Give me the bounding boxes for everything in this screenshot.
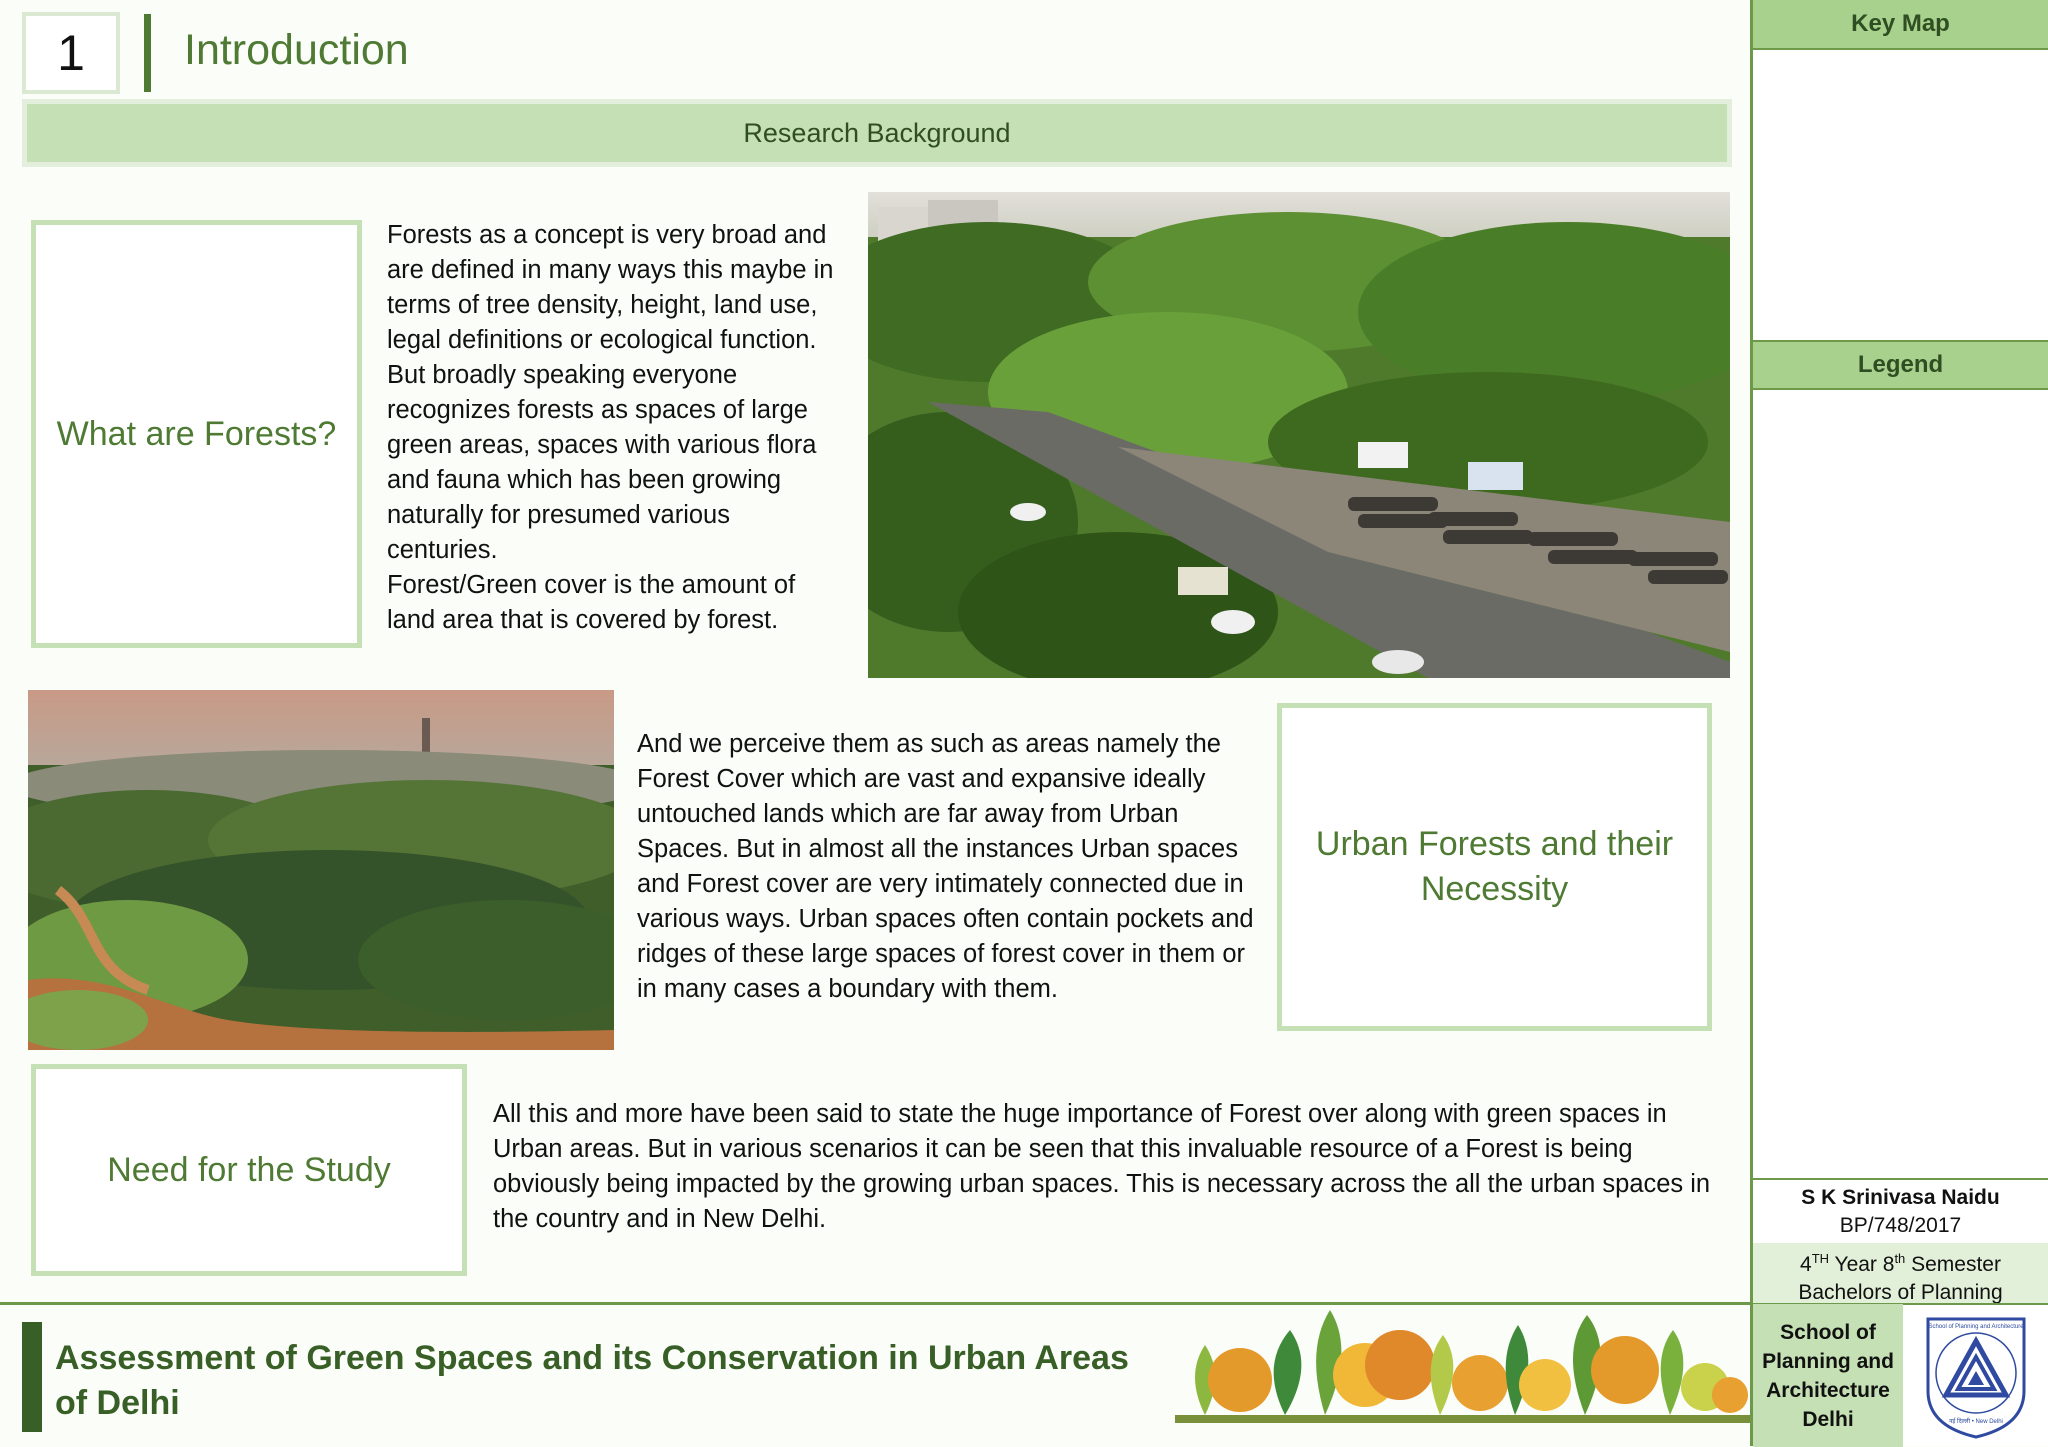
ridge-forest-image — [28, 690, 614, 1050]
info-panel — [1750, 0, 2048, 1446]
author-block — [1753, 1178, 2048, 1243]
degree: Bachelors of Planning — [1798, 1281, 2003, 1304]
urban-road-forest-image — [868, 192, 1730, 678]
seal-text: School of Planning and Architecture — [1927, 1323, 2024, 1330]
legend-header — [1753, 340, 2048, 390]
key-map-label: Key Map — [1851, 10, 1950, 37]
need-label-box — [31, 1064, 467, 1276]
forests-label-box — [31, 220, 362, 648]
seal-city: नई दिल्ली • New Delhi — [1948, 1418, 2003, 1425]
research-background-banner — [22, 99, 1732, 167]
year-semester: 4TH Year 8th Semester — [1800, 1251, 2001, 1276]
urban-forests-label-box — [1277, 703, 1712, 1031]
page-title: Introduction — [184, 26, 409, 74]
delhi-ridge-photo — [28, 690, 614, 1050]
tree-illustration — [1175, 1305, 1750, 1423]
forests-text: Forests as a concept is very broad and are defined in many ways this maybe in terms of tree density, height, land use, legal definitions or ecological function. But broadly speaking everyone recognizes forests as spaces of large green areas, spaces with various flora and fauna which has been growing naturally for presumed various centuries. Forest/Green cover is the amount of land area that is covered by forest. — [387, 221, 834, 634]
year-block — [1753, 1243, 2048, 1303]
section-number: 1 — [57, 25, 85, 81]
urban-forests-text: And we perceive them as such as areas namely the Forest Cover which are vast and expansive ideally untouched lands which are far away from Urban Spaces. But in almost all the instances Urban spaces and Forest cover are very intimately connected due in various ways. Urban spaces often contain pockets and ridges of these large spaces of forest cover in them or in many cases a boundary with them. — [637, 730, 1254, 1003]
banner-text: Research Background — [743, 117, 1011, 148]
need-label: Need for the Study — [107, 1150, 391, 1189]
section-number-box — [22, 12, 120, 94]
roll-number: BP/748/2017 — [1839, 1214, 1962, 1237]
school-name: School of Planning and Architecture Delhi — [1753, 1304, 1903, 1447]
spa-seal — [1903, 1304, 2048, 1447]
project-title: Assessment of Green Spaces and its Conservation in Urban Areas of Delhi — [55, 1339, 1129, 1422]
title-accent-bar — [144, 14, 151, 92]
trees-graphic — [1175, 1305, 1750, 1423]
author-name: S K Srinivasa Naidu — [1801, 1186, 2000, 1209]
spa-logo-icon — [1920, 1311, 2032, 1441]
key-map-header — [1753, 0, 2048, 50]
school-block — [1753, 1303, 2048, 1446]
need-text: All this and more have been said to state the huge importance of Forest over along with green spaces in Urban areas. But in various scenarios it can be seen that this invaluable resource of a Forest is being obviously being impacted by the growing urban spaces. This is necessary across the all the urban spaces in the country and in New Delhi. — [493, 1100, 1711, 1233]
forests-label: What are Forests? — [56, 414, 337, 453]
footer-accent-bar — [22, 1322, 42, 1432]
urban-road-forest-photo — [868, 192, 1730, 678]
legend-label: Legend — [1857, 351, 1944, 378]
urban-forests-label: Urban Forests and their Necessity — [1315, 825, 1674, 908]
